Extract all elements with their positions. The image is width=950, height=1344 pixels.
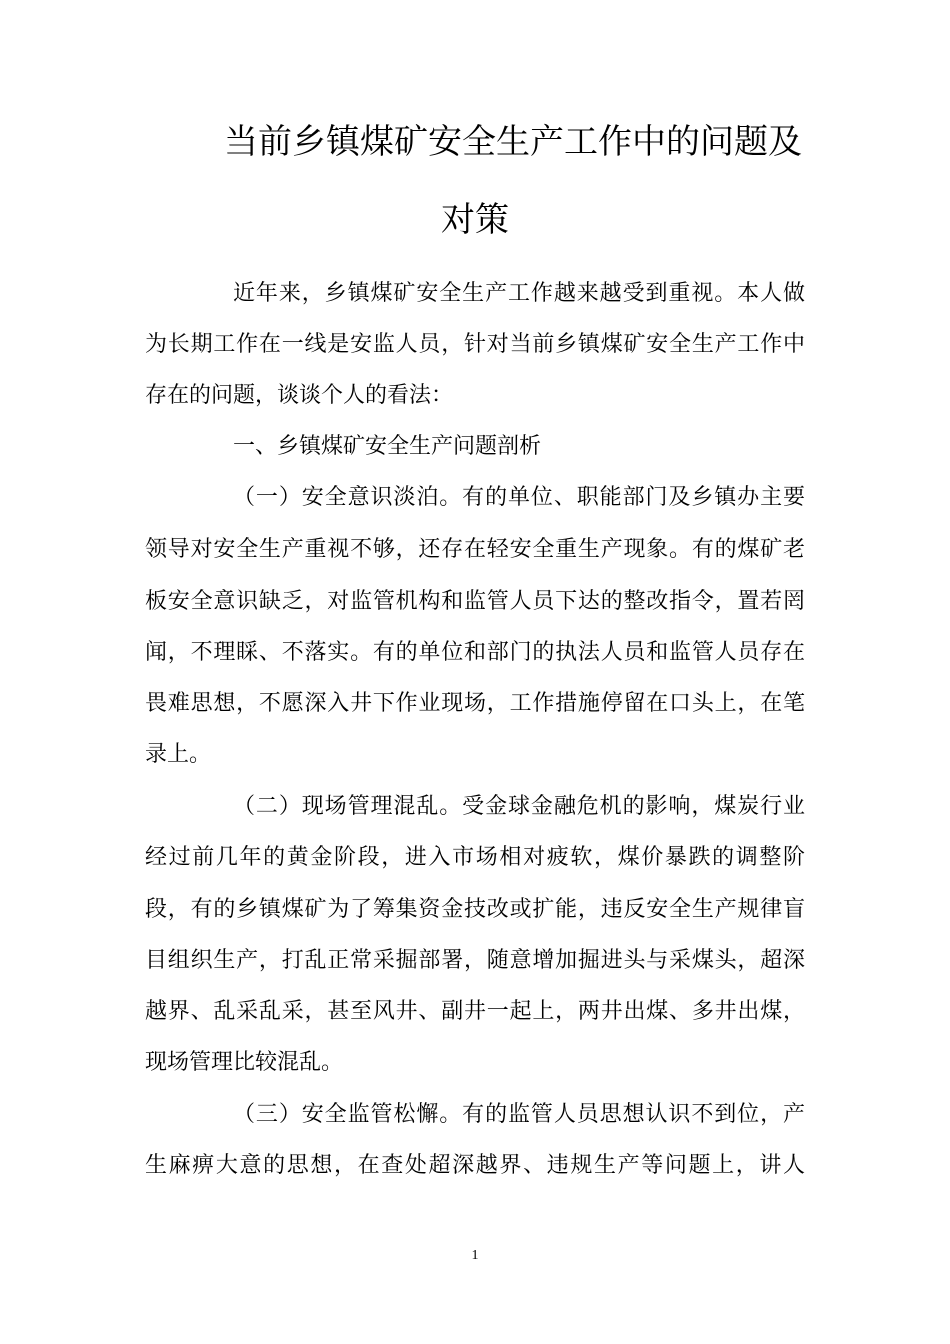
paragraph-1-line-6: 录上。 bbox=[145, 742, 212, 767]
paragraph-2-line-6: 现场管理比较混乱。 bbox=[145, 1050, 344, 1075]
page-number: 1 bbox=[471, 1248, 479, 1263]
paragraph-2-line-2: 经过前几年的黄金阶段，进入市场相对疲软，煤价暴跌的调整阶 bbox=[145, 845, 805, 870]
paragraph-2-line-5: 越界、乱采乱采，甚至风井、副井一起上，两井出煤、多井出煤， bbox=[145, 999, 805, 1024]
document-title-line-2: 对策 bbox=[441, 200, 509, 240]
paragraph-1-line-1: （一）安全意识淡泊。有的单位、职能部门及乡镇办主要 bbox=[233, 485, 805, 510]
paragraph-1-line-5: 畏难思想，不愿深入井下作业现场，工作措施停留在口头上，在笔 bbox=[145, 691, 805, 716]
paragraph-2-line-4: 目组织生产，打乱正常采掘部署，随意增加掘进头与采煤头，超深 bbox=[145, 948, 805, 973]
paragraph-1-line-3: 板安全意识缺乏，对监管机构和监管人员下达的整改指令，置若罔 bbox=[145, 589, 805, 614]
paragraph-2-line-3: 段，有的乡镇煤矿为了筹集资金技改或扩能，违反安全生产规律盲 bbox=[145, 897, 805, 922]
paragraph-2-line-1: （二）现场管理混乱。受金球金融危机的影响，煤炭行业 bbox=[233, 794, 805, 819]
paragraph-1-line-2: 领导对安全生产重视不够，还存在轻安全重生产现象。有的煤矿老 bbox=[145, 537, 805, 562]
paragraph-3-line-2: 生麻痹大意的思想，在查处超深越界、违规生产等问题上，讲人 bbox=[145, 1153, 805, 1178]
paragraph-intro-line-1: 近年来，乡镇煤矿安全生产工作越来越受到重视。本人做 bbox=[233, 281, 805, 306]
document-title-line-1: 当前乡镇煤矿安全生产工作中的问题及 bbox=[224, 122, 802, 162]
paragraph-intro-line-2: 为长期工作在一线是安监人员，针对当前乡镇煤矿安全生产工作中 bbox=[145, 332, 805, 357]
section-heading-1: 一、乡镇煤矿安全生产问题剖析 bbox=[233, 434, 542, 459]
paragraph-3-line-1: （三）安全监管松懈。有的监管人员思想认识不到位，产 bbox=[233, 1102, 805, 1127]
paragraph-intro-line-3: 存在的问题，谈谈个人的看法： bbox=[145, 383, 454, 408]
paragraph-1-line-4: 闻，不理睬、不落实。有的单位和部门的执法人员和监管人员存在 bbox=[145, 640, 805, 665]
